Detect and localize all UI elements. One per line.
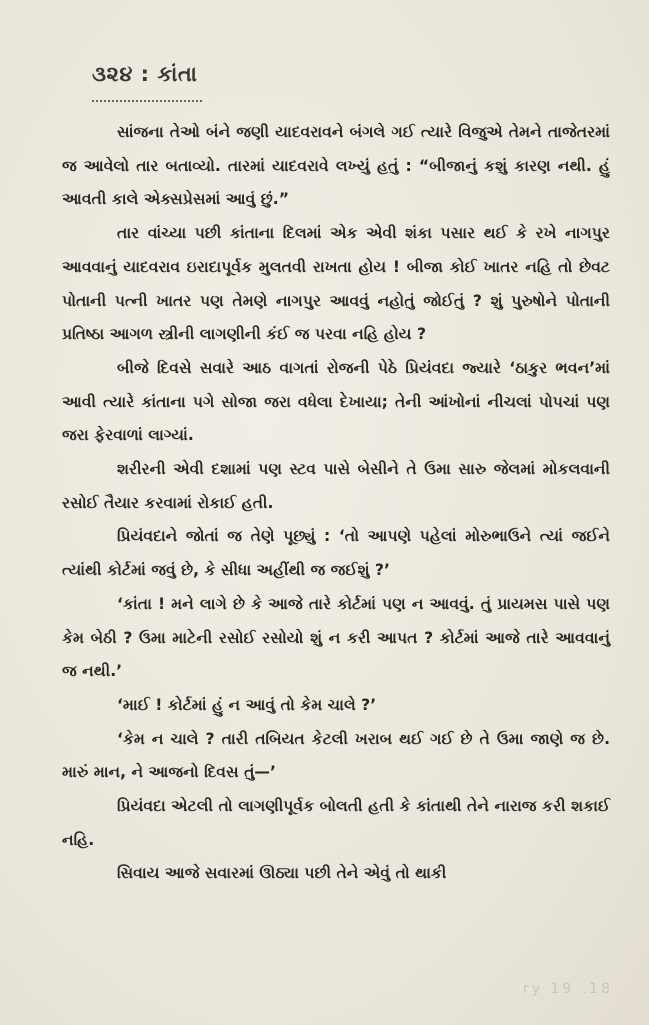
- page-number: ૩૨૪: [92, 62, 133, 86]
- paragraph: પ્રિયંવદા એટલી તો લાગણીપૂર્વક બોલતી હતી કે કાંતાથી તેને નારાજ કરી શકાઈ નહિ.: [62, 797, 610, 849]
- chapter-title: કાંતા: [157, 62, 198, 86]
- margin-marks: ry 19 .18: [522, 981, 613, 997]
- header-separator: :: [140, 62, 150, 86]
- paragraph: ‘કેમ ન ચાલે ? તારી તબિયત કેટલી ખરાબ થઈ ગઈ છે તે ઉમા જાણે જ છે. મારું માન, ને આજનો દિવસ તું—’: [62, 729, 610, 782]
- paragraph: શરીરની એવી દશામાં પણ સ્ટવ પાસે બેસીને તે ઉમા સારુ જેલમાં મોકલવાની રસોઈ તૈયાર કરવામાં રોકાઈ હતી.: [62, 460, 610, 512]
- page-body: [62, 116, 610, 891]
- paragraph: ‘કાંતા ! મને લાગે છે કે આજે તારે કોર્ટમાં પણ ન આવવું. તું પ્રાયમસ પાસે પણ કેમ બેઠી ? ઉમા માટેની રસોઈ રસોયો શું ન કરી આપત ? કોર્ટમાં આજે તારે આવવાનું જ નથી.’: [62, 594, 610, 681]
- paragraph: પ્રિયંવદાને જોતાં જ તેણે પૂછ્યું : ‘તો આપણે પહેલાં મોરુભાઉને ત્યાં જઈને ત્યાંથી કોર્ટમાં જવું છે, કે સીધા અહીંથી જ જઈશું ?’: [62, 527, 610, 580]
- paragraph: તાર વાંચ્યા પછી કાંતાના દિલમાં એક એવી શંકા પસાર થઈ કે રખે નાગપુર આવવાનું યાદવરાવ ઇરાદાપૂર્વક મુલતવી રાખતા હોય ! બીજા કોઈ ખાતર નહિ તો છેવટ પોતાની પત્ની ખાતર પણ તેમણે નાગપુર આવવું નહોતું જોઈતું ? શું પુરુષોને પોતાની પ્રતિષ્ઠા આગળ સ્ત્રીની લાગણીની કંઈ જ પરવા નહિ હોય ?: [62, 224, 610, 344]
- paragraph: બીજે દિવસે સવારે આઠ વાગતાં રોજની પેઠે પ્રિયંવદા જ્યારે ‘ઠાકુર ભવન’માં આવી ત્યારે કાંતાના પગે સોજા જરા વધેલા દેખાયા; તેની આંખોનાં નીચલાં પોપચાં પણ જરા ફેરવાળાં લાગ્યાં.: [62, 358, 610, 445]
- page-header: [92, 62, 197, 87]
- paragraph: ‘માઈ ! કોર્ટમાં હું ન આવું તો કેમ ચાલે ?’: [117, 695, 377, 714]
- paragraph: સાંજના તેઓ બંને જણી યાદવરાવને બંગલે ગઈ ત્યારે વિજુએ તેમને તાજેતરમાં જ આવેલો તાર બતાવ્યો. તારમાં યાદવરાવે લખ્યું હતું : “બીજાનું કશું કારણ નથી. હું આવતી કાલે એક્સપ્રેસમાં આવું છું.”: [62, 123, 610, 209]
- header-underline: [92, 96, 202, 102]
- paragraph: સિવાય આજે સવારમાં ઊઠ્યા પછી તેને એવું તો થાકી: [117, 864, 447, 883]
